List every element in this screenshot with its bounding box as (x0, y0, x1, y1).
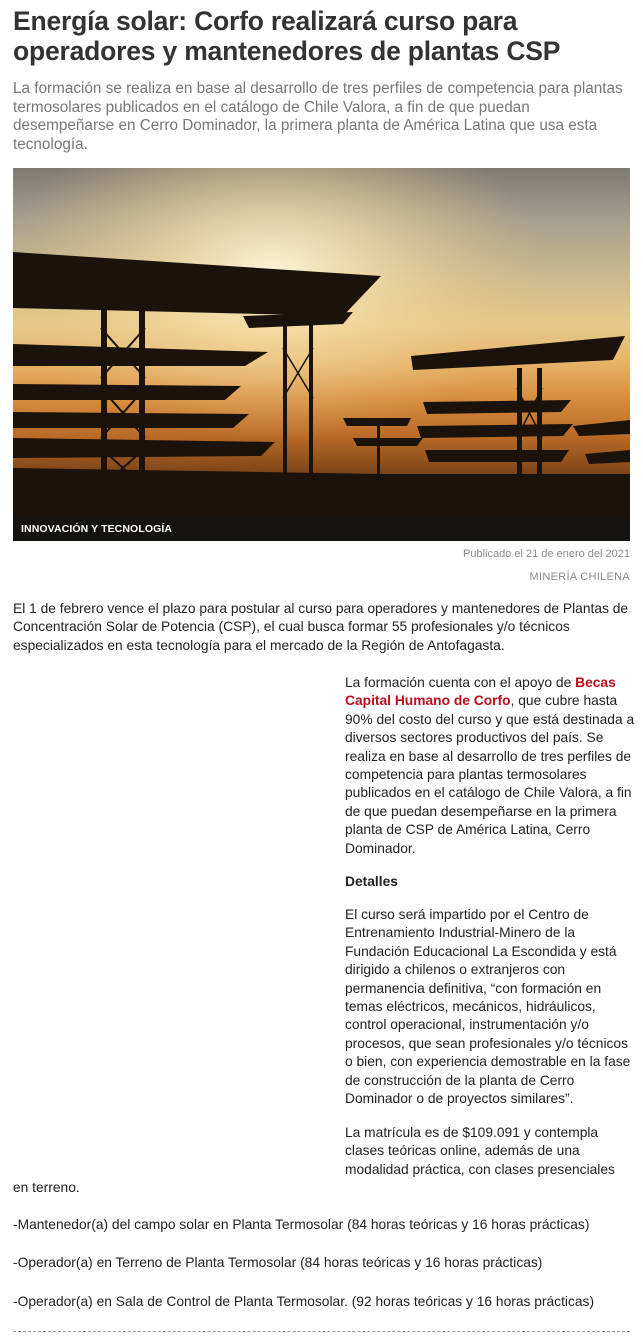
course-list-item: -Operador(a) en Sala de Control de Planta Termosolar. (92 horas teóricas y 16 horas prácticas) (13, 1294, 595, 1309)
course-list-item: -Operador(a) en Terreno de Planta Termosolar (84 horas teóricas y 16 horas prácticas) (13, 1255, 543, 1270)
details-heading: Detalles (345, 874, 398, 889)
article-title: Energía solar: Corfo realizará curso para operadores y mantenedores de plantas CSP (13, 6, 561, 66)
course-list-item: -Mantenedor(a) del campo solar en Planta Termosolar (84 horas teóricas y 16 horas prácticas) (13, 1217, 590, 1232)
body-paragraph-4-end: en terreno. (13, 1180, 80, 1195)
p2-text-after: , que cubre hasta 90% del costo del curso y que está destinada a diversos sectores productivos del país. Se realiza en base al desarrollo de tres perfiles de competencia para plantas termosolares publicados en el catálogo de Chile Valora, a fin de que puedan desempeñarse en la primera planta de CSP de América Latina, Cerro Dominador. (345, 693, 635, 856)
publish-date: Publicado el 21 de enero del 2021 (463, 548, 630, 560)
section-divider (13, 1331, 630, 1332)
becas-capital-humano-link[interactable]: Becas Capital Humano de Corfo (345, 675, 616, 709)
body-paragraph-1: El 1 de febrero vence el plazo para postular al curso para operadores y mantenedores de Plantas de Concentración Solar de Potencia (CSP), el cual busca formar 55 profesionales y/o técnicos especializados en esta tecnología para el mercado de la Región de Antofagasta. (13, 601, 629, 653)
category-badge[interactable] (13, 517, 630, 541)
body-paragraph-4: La matrícula es de $109.091 y contempla clases teóricas online, además de una modalidad práctica, con clases presenciales (345, 1125, 615, 1177)
category-label[interactable]: INNOVACIÓN Y TECNOLOGÍA (21, 523, 173, 535)
heliostat-silhouette-illustration (13, 168, 630, 541)
body-paragraph-2 (345, 674, 635, 858)
p2-text-before: La formación cuenta con el apoyo de (345, 675, 576, 690)
hero-image[interactable] (13, 168, 630, 541)
source-name: MINERÍA CHILENA (529, 571, 630, 583)
article-lead: La formación se realiza en base al desarrollo de tres perfiles de competencia para plantas termosolares publicados en el catálogo de Chile Valora, a fin de que puedan desempeñarse en Cerro Dominador, la primera planta de América Latina que usa esta tecnología. (13, 80, 623, 153)
body-paragraph-3: El curso será impartido por el Centro de Entrenamiento Industrial-Minero de la Fundación Educacional La Escondida y está dirigido a chilenos o extranjeros con permanencia definitiva, “con formación en temas eléctricos, mecánicos, hidráulicos, control operacional, instrumentación y/o procesos, que sean profesionales y/o técnicos o bien, con experiencia demostrable en la fase de construcción de la planta de Cerro Dominador o de proyectos similares”. (345, 907, 631, 1107)
